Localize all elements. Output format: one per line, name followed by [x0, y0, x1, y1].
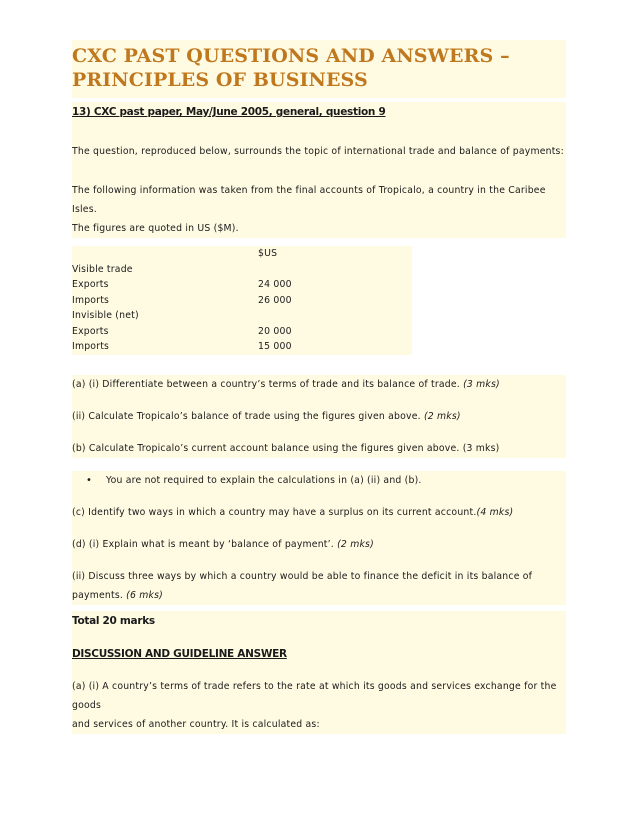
- spacer: [72, 426, 566, 439]
- question-a-ii: [72, 407, 566, 426]
- table-row-label: Exports: [72, 325, 109, 337]
- question-d-ii-line-1: (ii) Discuss three ways by which a country would be able to finance the deficit in its balance of: [72, 567, 566, 586]
- figures-table: [72, 246, 412, 355]
- spacer: [72, 522, 566, 535]
- answer-line-2: and services of another country. It is calculated as:: [72, 715, 566, 734]
- table-row-value: 24 000: [258, 279, 292, 290]
- info-paragraph-line-2: The figures are quoted in US ($M).: [72, 219, 566, 238]
- question-marks: (2 mks): [337, 538, 374, 550]
- spacer: [72, 664, 566, 677]
- table-row: [72, 324, 412, 340]
- spacer: [72, 238, 566, 246]
- table-row-value: 26 000: [258, 294, 292, 306]
- question-text: payments.: [72, 589, 127, 601]
- table-row: [72, 293, 412, 309]
- question-marks: (2 mks): [423, 410, 461, 422]
- table-row-label: Exports: [72, 279, 109, 290]
- spacer: [72, 458, 566, 471]
- question-b: (b) Calculate Tropicalo’s current account balance using the figures given above. (3 mks): [72, 439, 566, 458]
- question-marks: (4 mks): [476, 506, 514, 518]
- discussion-heading: DISCUSSION AND GUIDELINE ANSWER: [72, 644, 566, 664]
- document-page: [72, 40, 566, 734]
- table-row-label: Imports: [72, 294, 110, 306]
- table-row-label: Invisible (net): [72, 310, 139, 321]
- total-marks: Total 20 marks: [72, 611, 566, 631]
- spacer: [72, 122, 566, 142]
- page-title: [72, 40, 566, 98]
- page-title-line-2: PRINCIPLES OF BUSINESS: [72, 69, 368, 91]
- question-marks: (6 mks): [126, 589, 163, 601]
- question-d-i: [72, 535, 566, 554]
- table-row: [72, 308, 412, 324]
- spacer: [72, 490, 566, 503]
- page-title-line-1: CXC PAST QUESTIONS AND ANSWERS –: [72, 45, 510, 67]
- question-text: (a) (i) Differentiate between a country’s terms of trade and its balance of trade.: [72, 378, 464, 390]
- spacer: [72, 631, 566, 644]
- question-a-i: [72, 375, 566, 394]
- answer-line-1: (a) (i) A country’s terms of trade refers to the rate at which its goods and services exchange for the goods: [72, 677, 566, 715]
- table-row-label: Visible trade: [72, 263, 133, 275]
- table-row-value: [258, 262, 412, 278]
- spacer: [72, 394, 566, 407]
- table-row-value: 15 000: [258, 341, 292, 352]
- table-row: [72, 339, 412, 355]
- intro-paragraph: The question, reproduced below, surrounds the topic of international trade and balance of payments:: [72, 142, 566, 161]
- table-row-value: 20 000: [258, 325, 292, 337]
- table-row: [72, 277, 412, 293]
- question-d-ii-line-2: [72, 586, 566, 605]
- table-header-row: [72, 246, 412, 262]
- question-marks: (3 mks): [463, 378, 500, 390]
- spacer: [72, 554, 566, 567]
- bullet-text: You are not required to explain the calculations in (a) (ii) and (b).: [106, 474, 422, 486]
- table-cell: [72, 246, 258, 262]
- question-text: (c) Identify two ways in which a country may have a surplus on its current account.: [72, 506, 477, 518]
- table-header-currency: $US: [258, 248, 278, 259]
- bullet-note: [72, 471, 566, 490]
- info-paragraph-line-1: The following information was taken from the final accounts of Tropicalo, a country in the Caribee Isles.: [72, 181, 566, 219]
- spacer: [72, 161, 566, 181]
- question-text: (d) (i) Explain what is meant by ‘balance of payment’.: [72, 538, 338, 550]
- table-row: [72, 262, 412, 278]
- bullet-icon: •: [86, 474, 93, 486]
- question-heading: 13) CXC past paper, May/June 2005, general, question 9: [72, 102, 566, 122]
- table-row-label: Imports: [72, 341, 110, 352]
- spacer: [72, 355, 566, 375]
- table-row-value: [258, 308, 412, 324]
- question-text: (ii) Calculate Tropicalo’s balance of trade using the figures given above.: [72, 410, 424, 422]
- question-c: [72, 503, 566, 522]
